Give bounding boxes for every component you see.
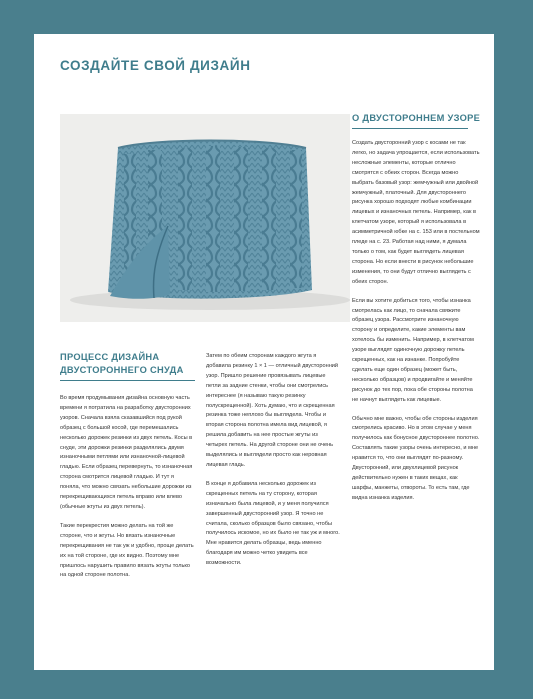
heading-underline — [352, 128, 468, 129]
heading-underline — [60, 380, 195, 381]
section-heading-double-sided: О ДВУСТОРОННЕМ УЗОРЕ — [352, 113, 481, 123]
magazine-page — [34, 34, 494, 670]
paragraph: Такие перекрестия можно делать на той же стороне, что и жгуты. Но вязать изнаночные перекрещивания не так уж и удобно, проще делать их на той стороне, где их видно. Поэтому мне пришлось нарушить правило вязать жгуты только на одной стороне полотна. — [60, 522, 194, 579]
knitted-snood-photo — [60, 114, 350, 322]
paragraph: В конце я добавила несколько дорожек из скрещенных петель на ту сторону, которая изначально была лицевой, и у меня получился завершенный двусторонний узор. Я точно не считала, сколько образцов было связано, чтобы получилось искомое, но их было не так уж и много. Мне нравится делать образцы, ведь именно благодаря им можно четко увидеть все возможности. — [206, 480, 340, 567]
section-heading-line: ДВУСТОРОННЕГО СНУДА — [60, 364, 184, 375]
paragraph: Если вы хотите добиться того, чтобы изнанка смотрелась как лицо, то сначала свяжите образец узора. Рассмотрите изнаночную сторону и определите, какие элементы вам хотелось бы изменить. Например, в клетчатом узоре выглядят одиночную дорожку петель скрещенных, как на изнанке. Попробуйте сделать еще один образец (может быть, несколько образцов) и продвигайте и меняйте рисунок до тех пор, пока обе стороны полотна не начнут выглядеть как лицевые. — [352, 297, 474, 403]
knitted-snood-illustration — [60, 114, 350, 322]
column-middle — [206, 352, 340, 578]
paragraph: Во время продумывания дизайна основную часть времени я потратила на разработку двусторонних узоров. Сначала взяла сказавшийся под рукой образец с большой косой, где перемешались несколько дорожек резинки из двух петель. Косы в снуде, эти дорожки резинки разделялись двумя изнаночными петлями или изнаночной-лицевой гладью. Если образец перевернуть, то изнаночная сторона смотрится лицевой гладью. И тут я поняла, что можно связать небольшие дорожки из перекрещивающихся петель вправо или влево (обычные жгуты из двух петель). — [60, 395, 193, 510]
paragraph: Затем по обеим сторонам каждого жгута я добавила резинку 1 × 1 — отличный двусторонний узор. Пришло решение провязывать лицевые петли за задние стенки, чтобы они смотрелись интереснее (я называю такую резинку полускрещенной). Хоть думаю, что и скрещенная резинка тоже неплохо бы выглядела. Чтобы и вторая сторона полотна имела вид лицевой, я решила добавить на нее простые жгуты из четырех петель. На другой стороне они не очень выделялись и выглядели просто как неровная лицевая гладь. — [206, 353, 339, 468]
paragraph: Создать двусторонний узор с косами не так легко, но задача упрощается, если использовать несложные элементы, которые отлично смотрятся с обеих сторон. Всегда можно выбрать базовый узор: жемчужный или двойной жемчужный, платочный. Для двустороннего рисунка хорошо подходят любые комбинации лицевых и изнаночных петель. Например, как в клетчатом узоре, который я использовала в асимметричной юбке на с. 153 или в постельном пледе на с. 23. Работая над ними, я думала только о том, как будет выглядеть лицевая сторона. Но если внести в рисунок небольшие изменения, то они будут отлично выглядеть с обеих сторон. — [352, 140, 480, 285]
page-title: СОЗДАЙТЕ СВОЙ ДИЗАЙН — [60, 58, 251, 73]
column-right — [352, 139, 480, 513]
section-heading-process — [60, 351, 220, 376]
section-heading-line: ПРОЦЕСС ДИЗАЙНА — [60, 352, 160, 362]
paragraph: Обычно мне важно, чтобы обе стороны изделия смотрелись красиво. Но в этом случае у меня получилось как бонусное двустороннее полотно. Составлять такие узоры очень интересно, и мне нравится то, что они выглядят по-разному. Двусторонний, или двухлицевой рисунок действительно нужен в таких вещах, как шарфы, манжеты, отвороты. То есть там, где видна изнанка изделия. — [352, 415, 480, 501]
column-left — [60, 394, 194, 590]
